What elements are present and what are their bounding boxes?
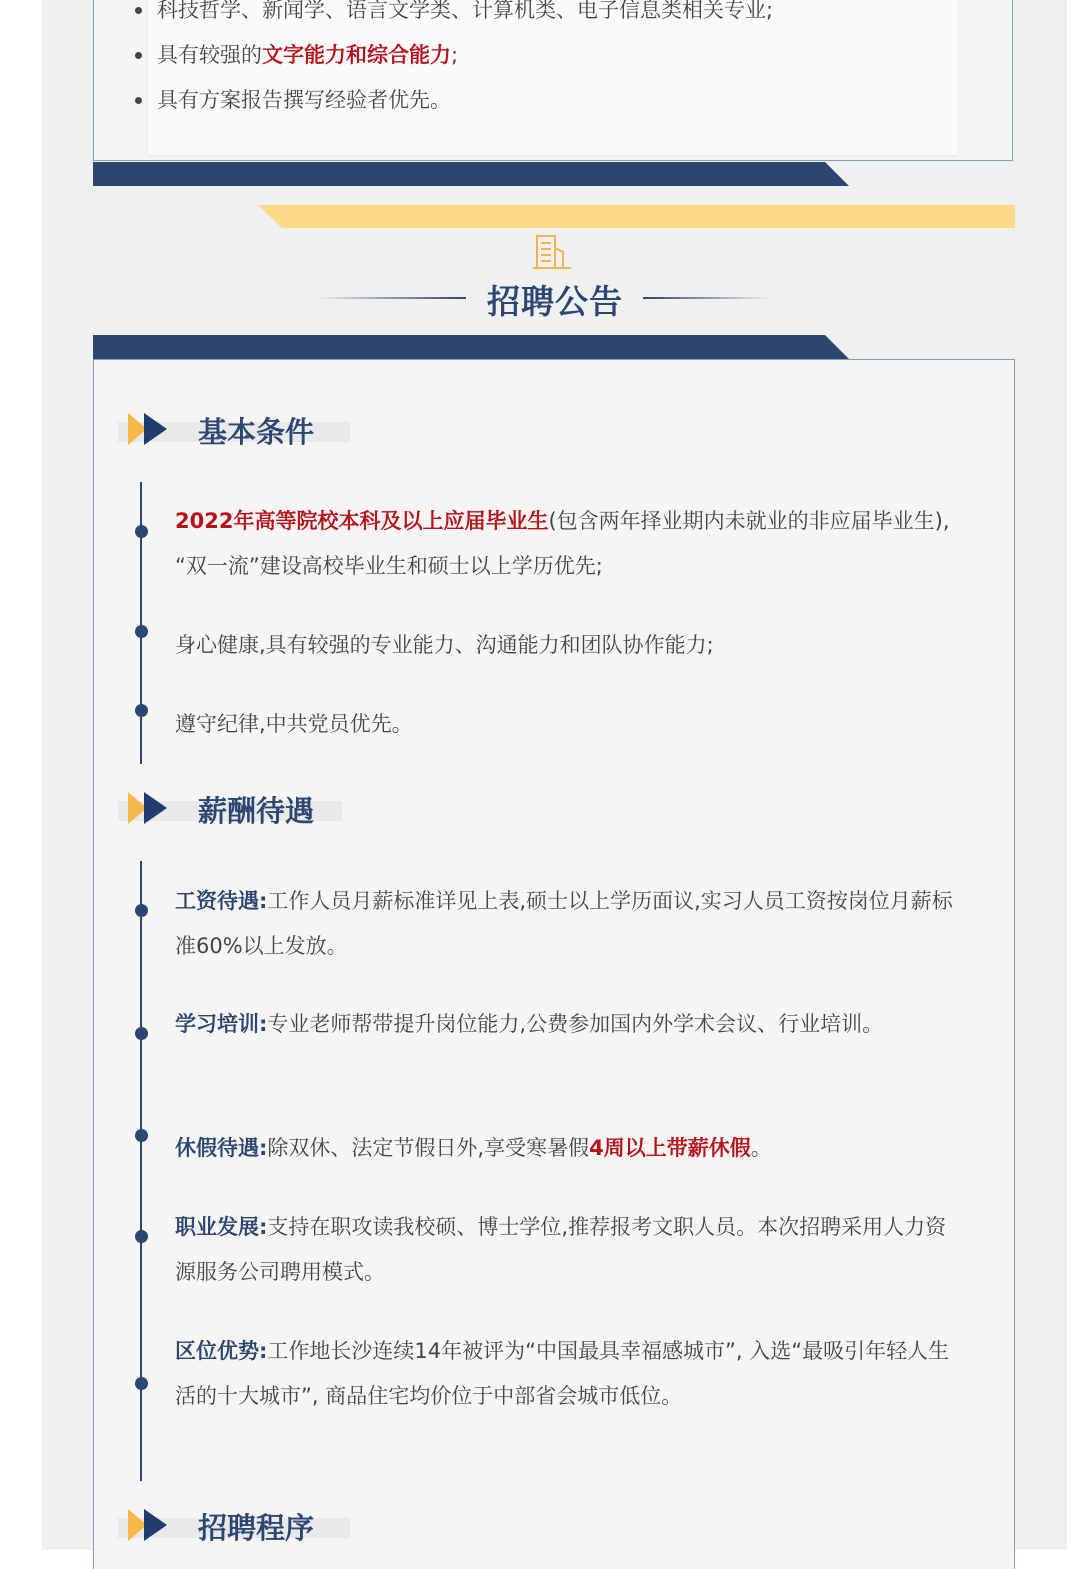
- salary-item: [175, 1205, 955, 1295]
- section-title: 招聘程序: [198, 1511, 315, 1545]
- bullet-dot: [135, 52, 142, 59]
- requirement-item: [135, 78, 773, 123]
- item-text: 遵守纪律,中共党员优先。: [175, 712, 413, 736]
- item-text: (包含两年择业期内未就业的非应届毕业生), “双一流”建设高校毕业生和硕士以上学历优先;: [175, 509, 950, 578]
- header-line-left: [316, 297, 466, 299]
- salary-item: [175, 879, 955, 969]
- navy-divider-bar: [93, 162, 849, 186]
- item-label: 区位优势:: [175, 1339, 268, 1363]
- salary-item: [175, 1002, 955, 1047]
- bullet-dot: [135, 97, 142, 104]
- timeline-dot: [135, 904, 148, 917]
- item-text: 工作地长沙连续14年被评为“中国最具幸福感城市”, 入选“最吸引年轻人生活的十大城市”, 商品住宅均价位于中部省会城市低位。: [175, 1339, 950, 1408]
- item-text: 工作人员月薪标准详见上表,硕士以上学历面议,实习人员工资按岗位月薪标准60%以上发放。: [175, 889, 953, 958]
- highlight-text: 4周以上带薪休假: [589, 1136, 751, 1160]
- timeline-dot: [135, 1230, 148, 1243]
- item-text: 具有较强的: [157, 43, 262, 67]
- item-text: 。: [750, 1136, 772, 1160]
- arrow-icon: [144, 413, 167, 445]
- item-text: 具有方案报告撰写经验者优先。: [157, 88, 451, 112]
- salary-item: [175, 1329, 955, 1419]
- requirement-item: [135, 33, 773, 78]
- section-title: 基本条件: [198, 415, 315, 449]
- highlight-text: 文字能力和综合能力: [262, 43, 451, 67]
- item-label: 工资待遇:: [175, 889, 268, 913]
- requirement-item: [135, 0, 773, 33]
- timeline-dot: [135, 625, 148, 638]
- item-label: 职业发展:: [175, 1215, 268, 1239]
- item-label: 学习培训:: [175, 1012, 268, 1036]
- basic-item: [175, 499, 955, 589]
- timeline-dot: [135, 1027, 148, 1040]
- arrow-icon: [144, 1509, 167, 1541]
- timeline-dot: [135, 1377, 148, 1390]
- page-title: 招聘公告: [487, 282, 623, 321]
- header-line-right: [643, 297, 770, 299]
- item-text: 科技哲学、新闻学、语言文学类、计算机类、电子信息类相关专业;: [157, 0, 774, 22]
- highlight-text: 2022年高等院校本科及以上应届毕业生: [175, 509, 549, 533]
- timeline-dot: [135, 525, 148, 538]
- yellow-divider-bar: [258, 205, 1015, 228]
- timeline-dot: [135, 704, 148, 717]
- navy-divider-bar: [93, 335, 849, 359]
- basic-item: [175, 623, 955, 668]
- bullet-dot: [135, 7, 142, 14]
- salary-item: [175, 1126, 955, 1171]
- item-text: 身心健康,具有较强的专业能力、沟通能力和团队协作能力;: [175, 633, 714, 657]
- item-text: 支持在职攻读我校硕、博士学位,推荐报考文职人员。本次招聘采用人力资源服务公司聘用模式。: [175, 1215, 947, 1284]
- basic-item: [175, 702, 955, 747]
- requirements-list: [135, 0, 773, 123]
- item-text: 除双休、法定节假日外,享受寒暑假: [267, 1136, 590, 1160]
- timeline-dot: [135, 1129, 148, 1142]
- document-building-icon: [533, 234, 573, 270]
- arrow-icon: [144, 792, 167, 824]
- item-label: 休假待遇:: [175, 1136, 268, 1160]
- item-text: 专业老师帮带提升岗位能力,公费参加国内外学术会议、行业培训。: [267, 1012, 884, 1036]
- section-title: 薪酬待遇: [198, 794, 315, 828]
- item-text: ;: [451, 43, 459, 67]
